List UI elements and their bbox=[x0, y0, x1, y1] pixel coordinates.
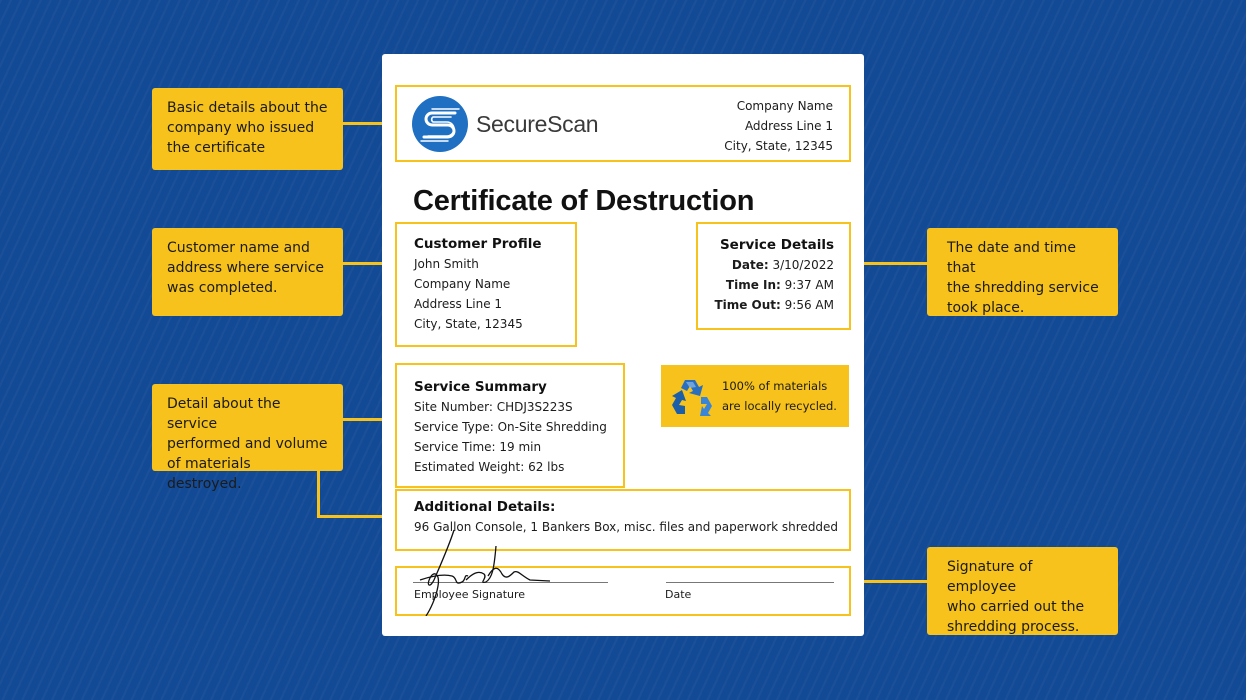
additional-details-text: 96 Gallon Console, 1 Bankers Box, misc. files and paperwork shredded bbox=[414, 520, 839, 534]
recycle-icon bbox=[671, 376, 713, 418]
callout-datetime bbox=[927, 228, 1118, 316]
callout-datetime-line: The date and time that bbox=[947, 240, 1076, 276]
customer-name: John Smith bbox=[414, 257, 479, 271]
callout-summary-line: Detail about the service bbox=[167, 396, 281, 432]
customer-profile-heading: Customer Profile bbox=[414, 236, 542, 252]
service-time-out-label: Time Out: bbox=[714, 298, 781, 312]
site-number: Site Number: CHDJ3S223S bbox=[414, 400, 573, 414]
service-date-label: Date: bbox=[731, 258, 769, 272]
customer-profile-block bbox=[414, 234, 574, 334]
callout-datetime-line: the shredding service bbox=[947, 280, 1099, 296]
service-time-in-label: Time In: bbox=[725, 278, 781, 292]
recycle-text bbox=[722, 376, 837, 416]
callout-issuer-line: the certificate bbox=[167, 140, 266, 156]
callout-signature bbox=[927, 547, 1118, 635]
callout-summary-line: of materials destroyed. bbox=[167, 456, 251, 492]
company-address-line: Address Line 1 bbox=[744, 119, 833, 133]
recycle-badge bbox=[661, 365, 849, 427]
service-details-block bbox=[700, 235, 834, 315]
securescan-logo bbox=[411, 95, 469, 153]
date-label: Date bbox=[665, 588, 692, 601]
callout-datetime-line: took place. bbox=[947, 300, 1025, 316]
callout-issuer-line: company who issued bbox=[167, 120, 315, 136]
service-details-heading: Service Details bbox=[719, 237, 834, 253]
company-city: City, State, 12345 bbox=[724, 139, 833, 153]
callout-signature-line: shredding process. bbox=[947, 619, 1080, 635]
company-address-block bbox=[640, 96, 833, 156]
callout-customer-line: Customer name and bbox=[167, 240, 310, 256]
callout-summary bbox=[152, 384, 343, 492]
service-time: Service Time: 19 min bbox=[414, 440, 542, 454]
callout-signature-line: who carried out the bbox=[947, 599, 1085, 615]
additional-details-heading: Additional Details: bbox=[414, 499, 556, 515]
customer-city: City, State, 12345 bbox=[414, 317, 523, 331]
estimated-weight: Estimated Weight: 62 lbs bbox=[414, 460, 565, 474]
callout-customer bbox=[152, 228, 343, 316]
service-summary-heading: Service Summary bbox=[414, 379, 547, 395]
callout-customer-line: was completed. bbox=[167, 280, 278, 296]
service-type: Service Type: On-Site Shredding bbox=[414, 420, 607, 434]
callout-signature-line: Signature of employee bbox=[947, 559, 1033, 595]
logo-wordmark: SecureScan bbox=[476, 111, 599, 137]
employee-signature-label: Employee Signature bbox=[414, 588, 526, 601]
callout-customer-line: address where service bbox=[167, 260, 325, 276]
service-time-in-value: 9:37 AM bbox=[784, 278, 834, 292]
customer-address-line: Address Line 1 bbox=[414, 297, 503, 311]
service-time-in-row bbox=[700, 275, 834, 295]
callout-issuer-line: Basic details about the bbox=[167, 100, 328, 116]
date-signature-line bbox=[666, 582, 834, 583]
document-title: Certificate of Destruction bbox=[413, 185, 755, 217]
callout-summary-line: performed and volume bbox=[167, 436, 328, 452]
callout-issuer bbox=[152, 88, 343, 170]
service-time-out-value: 9:56 AM bbox=[784, 298, 834, 312]
service-summary-block bbox=[414, 377, 622, 477]
recycle-line: 100% of materials bbox=[722, 379, 828, 393]
recycle-line: are locally recycled. bbox=[722, 399, 837, 413]
customer-company: Company Name bbox=[414, 277, 511, 291]
company-name: Company Name bbox=[736, 99, 833, 113]
service-date-row bbox=[700, 255, 834, 275]
handwritten-signature bbox=[414, 526, 554, 616]
service-date-value: 3/10/2022 bbox=[772, 258, 834, 272]
service-time-out-row bbox=[700, 295, 834, 315]
logo-mark-icon bbox=[411, 95, 469, 153]
